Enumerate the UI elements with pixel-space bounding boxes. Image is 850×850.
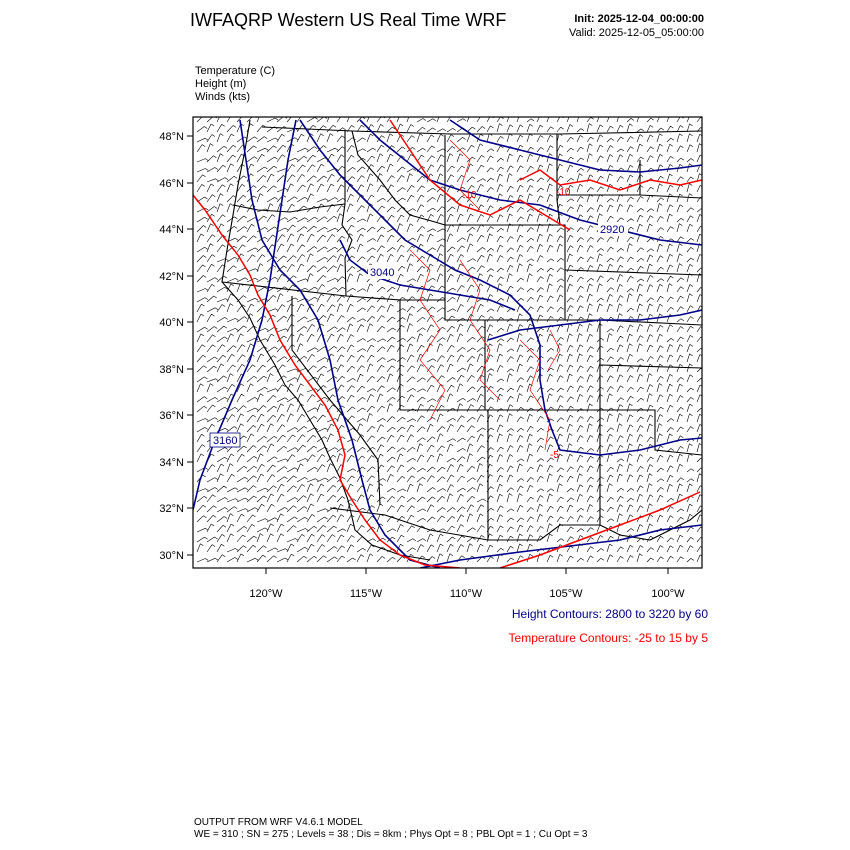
latitude-axis xyxy=(159,131,193,562)
temp-label-minus5 xyxy=(550,450,559,461)
svg-text:2920: 2920 xyxy=(600,224,625,236)
model-footer-line2: WE = 310 ; SN = 275 ; Levels = 38 ; Dis = 8km ; Phys Opt = 8 ; PBL Opt = 1 ; Cu Opt = 3 xyxy=(194,829,588,840)
init-time: Init: 2025-12-04_00:00:00 xyxy=(574,13,704,25)
field-winds: Winds (kts) xyxy=(195,91,250,103)
lat-tick-label: 44°N xyxy=(159,224,184,236)
height-label-3160 xyxy=(210,433,240,447)
field-height: Height (m) xyxy=(195,78,247,90)
plot-title: IWFAQRP Western US Real Time WRF xyxy=(190,10,507,30)
svg-text:3160: 3160 xyxy=(213,435,238,447)
field-temperature: Temperature (C) xyxy=(195,65,276,77)
temp-label-minus10-a xyxy=(462,190,477,201)
lon-tick-label: 110°W xyxy=(449,588,483,600)
lat-tick-label: 36°N xyxy=(159,410,184,422)
lon-tick-label: 120°W xyxy=(249,588,283,600)
lon-tick-label: 115°W xyxy=(349,588,383,600)
model-footer-line1: OUTPUT FROM WRF V4.6.1 MODEL xyxy=(194,817,363,828)
longitude-axis xyxy=(249,568,685,600)
lat-tick-label: 40°N xyxy=(159,317,184,329)
svg-text:-10: -10 xyxy=(556,187,571,198)
temperature-contour-legend: Temperature Contours: -25 to 15 by 5 xyxy=(508,631,708,645)
temp-label-minus10-b xyxy=(556,187,571,198)
height-contour-legend: Height Contours: 2800 to 3220 by 60 xyxy=(511,607,708,621)
lat-tick-label: 34°N xyxy=(159,457,184,469)
wind-barb-field xyxy=(197,114,704,562)
lat-tick-label: 38°N xyxy=(159,364,184,376)
height-label-3040 xyxy=(368,265,398,279)
lon-tick-label: 105°W xyxy=(549,588,583,600)
lat-tick-label: 42°N xyxy=(159,271,184,283)
height-label-2920 xyxy=(598,222,628,236)
lat-tick-label: 32°N xyxy=(159,503,184,515)
wind-barbs xyxy=(197,114,704,562)
svg-text:-10: -10 xyxy=(462,190,477,201)
lat-tick-label: 30°N xyxy=(159,550,184,562)
lon-tick-label: 100°W xyxy=(651,588,685,600)
valid-time: Valid: 2025-12-05_05:00:00 xyxy=(569,27,704,39)
svg-text:3040: 3040 xyxy=(370,267,395,279)
lat-tick-label: 46°N xyxy=(159,178,184,190)
lat-tick-label: 48°N xyxy=(159,131,184,143)
svg-text:-5: -5 xyxy=(550,450,559,461)
